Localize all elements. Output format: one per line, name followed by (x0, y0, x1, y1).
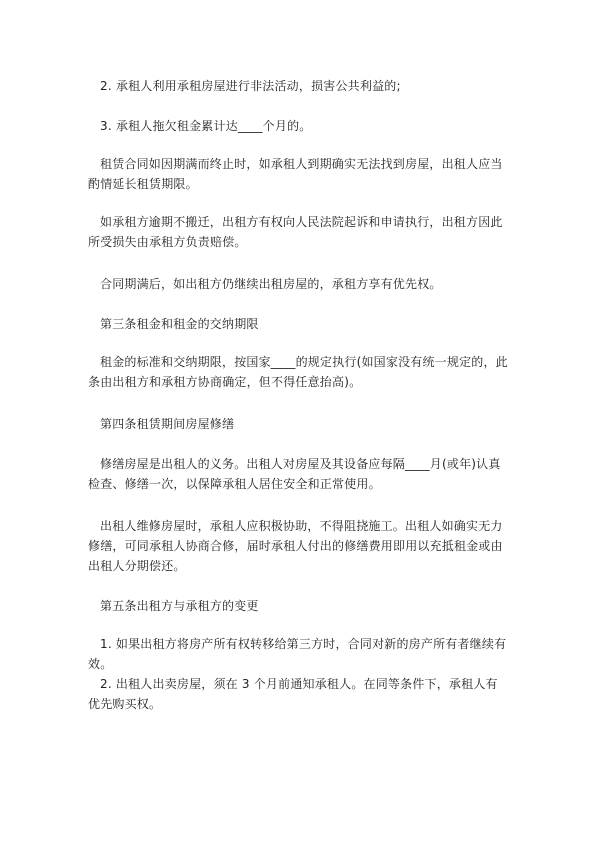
paragraph-rent-standard: 租金的标准和交纳期限，按国家____的规定执行(如国家没有统一规定的，此条由出租方和承租方协商确定，但不得任意抬高)。 (88, 355, 508, 389)
paragraph-clause-3: 3. 承租人拖欠租金累计达____个月的。 (100, 119, 312, 133)
section-heading-change: 第五条出租方与承租方的变更 (100, 599, 259, 613)
paragraph-repair-duty: 修缮房屋是出租人的义务。出租人对房屋及其设备应每隔____月(或年)认真检查、修缮一次，以保障承租人居住安全和正常使用。 (88, 457, 501, 491)
paragraph-priority-right: 合同期满后，如出租方仍继续出租房屋的，承租方享有优先权。 (100, 277, 442, 291)
paragraph-lease-expiry: 租赁合同如因期满而终止时，如承租人到期确实无法找到房屋，出租人应当酌情延长租赁期限。 (88, 157, 503, 191)
section-heading-rent: 第三条租金和租金的交纳期限 (100, 317, 259, 331)
paragraph-ownership-transfer: 1. 如果出租方将房产所有权转移给第三方时，合同对新的房产所有者继续有效。 (88, 637, 507, 671)
paragraph-clause-2: 2. 承租人利用承租房屋进行非法活动，损害公共利益的; (100, 79, 401, 93)
paragraph-repair-assist: 出租人维修房屋时，承租人应积极协助，不得阻挠施工。出租人如确实无力修缮，可同承租人协商合修，届时承租人付出的修缮费用即用以充抵租金或由出租人分期偿还。 (88, 519, 503, 573)
section-heading-repair: 第四条租赁期间房屋修缮 (100, 417, 235, 431)
paragraph-overdue-move: 如承租方逾期不搬迁，出租方有权向人民法院起诉和申请执行，出租方因此所受损失由承租方负责赔偿。 (88, 215, 503, 249)
paragraph-sale-notice: 2. 出租人出卖房屋，须在 3 个月前通知承租人。在同等条件下，承租人有优先购买权。 (88, 677, 498, 711)
